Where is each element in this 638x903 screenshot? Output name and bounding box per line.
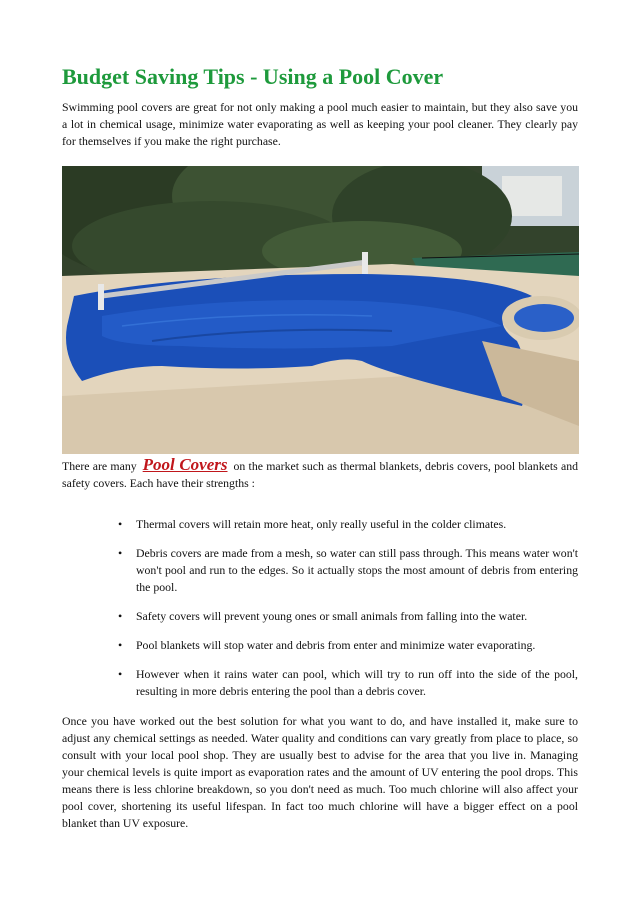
lead-text-after: on the market such as thermal blankets, debris covers, pool blankets and safety covers. Each have their strengths :	[62, 459, 578, 490]
lead-paragraph	[62, 456, 578, 492]
page-title: Budget Saving Tips - Using a Pool Cover	[62, 64, 444, 89]
bullet-icon: •	[118, 517, 123, 531]
bullet-icon: •	[118, 638, 123, 652]
list-item	[62, 637, 578, 654]
list-item-text: However when it rains water can pool, which will try to run off into the side of the pool, resulting in more debris entering the pool than a debris cover.	[136, 667, 578, 698]
list-item	[62, 608, 578, 625]
cover-types-list	[62, 516, 578, 712]
list-item	[62, 666, 578, 700]
pool-cover-photo	[62, 166, 579, 454]
bullet-icon: •	[118, 546, 123, 560]
list-item-text: Safety covers will prevent young ones or small animals from falling into the water.	[136, 609, 528, 623]
list-item-text: Pool blankets will stop water and debris from enter and minimize water evaporating.	[136, 638, 536, 652]
closing-paragraph: Once you have worked out the best solution for what you want to do, and have installed it, make sure to adjust any chemical settings as needed. Water quality and conditions can vary greatly from place to place, so consult with your local pool shop. They are usually best to advise for the area that you live in. Managing your chemical levels is quite import as evaporation rates and the amount of UV entering the pool drops. This means there is less chlorine breakdown, so you don't need as much. Too much chlorine will also affect your pool cover, shortening its useful lifespan. In fact too much chlorine will have a bigger effect on a pool blanket than UV exposure.	[62, 714, 578, 830]
bullet-icon: •	[118, 609, 123, 623]
list-item	[62, 516, 578, 533]
list-item	[62, 545, 578, 596]
list-item-text: Thermal covers will retain more heat, only really useful in the colder climates.	[136, 517, 507, 531]
intro-paragraph: Swimming pool covers are great for not only making a pool much easier to maintain, but they also save you a lot in chemical usage, minimize water evaporating as well as keeping your pool cleaner. They clearly pay for themselves if you make the right purchase.	[62, 100, 578, 148]
list-item-text: Debris covers are made from a mesh, so water can still pass through. This means water won't won't pool and run to the edges. So it actually stops the most amount of debris from entering the pool.	[136, 546, 578, 594]
pool-covers-link[interactable]: Pool Covers	[142, 455, 228, 474]
bullet-icon: •	[118, 667, 123, 681]
lead-text-before: There are many	[62, 459, 137, 473]
